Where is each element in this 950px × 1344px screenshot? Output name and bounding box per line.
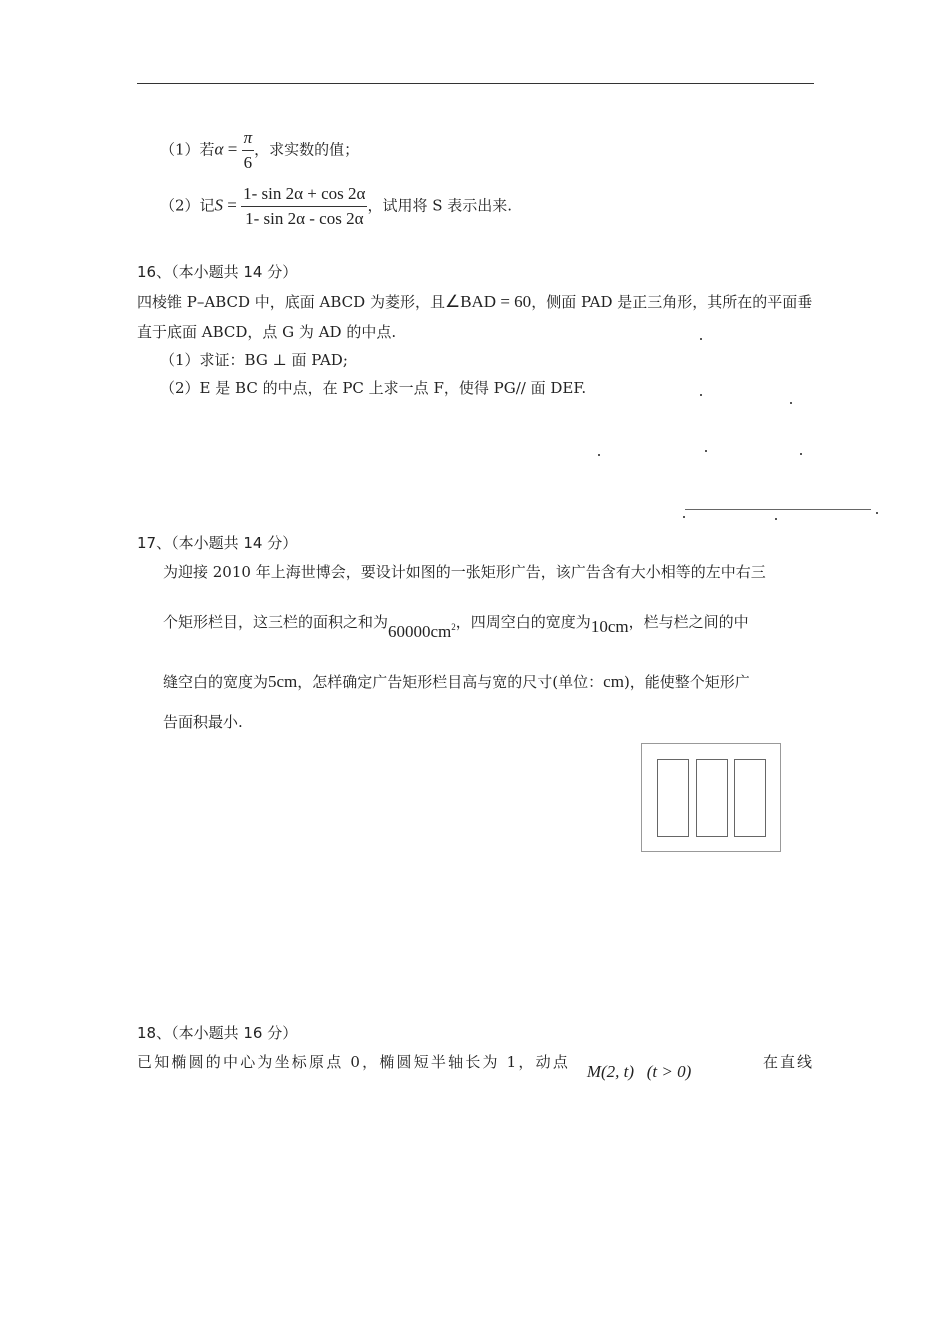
q17-line2: 个矩形栏目，这三栏的面积之和为$60000cm^2$，四周空白的宽度为10cm，栏与栏之间的中 — [163, 613, 749, 641]
q17-line3: 缝空白的宽度为5cm，怎样确定广告矩形栏目高与宽的尺寸(单位：cm)，能使整个矩形广 — [163, 672, 750, 691]
q16-heading: 16、（本小题共 14 分） — [137, 263, 298, 281]
figure-mark — [700, 394, 702, 396]
figure-mark — [598, 454, 600, 456]
q18-heading: 18、（本小题共 16 分） — [137, 1024, 298, 1042]
q17-heading: 17、（本小题共 14 分） — [137, 534, 298, 552]
pi-over-6-fraction: $\frac{\pi}{6}$ — [243, 128, 253, 172]
q15-part2: （2）记S = $\frac{1- \sin 2\alpha + \cos 2\alpha}{1- \sin 2\alpha - \cos 2\alpha}$ ，试用将 S 表示出来. — [160, 184, 513, 228]
ad-column-right — [734, 759, 766, 837]
q18-line1: 已知椭圆的中心为坐标原点 0，椭圆短半轴长为 1，动点 M(2, t) (t > 0) 在直线 — [137, 1053, 814, 1081]
q16-line3: （1）求证：BG ⊥ 面 PAD; — [160, 351, 348, 369]
ad-column-left — [657, 759, 689, 837]
q15-part1: （1）若α = $\frac{\pi}{6}$ ，求实数的值； — [160, 128, 360, 172]
s-fraction: $\frac{1- \sin 2\alpha + \cos 2\alpha}{1- \sin 2\alpha - \cos 2\alpha}$ — [243, 184, 366, 228]
figure-mark — [705, 450, 707, 452]
ad-column-middle — [696, 759, 728, 837]
q17-line1: 为迎接 2010 年上海世博会，要设计如图的一张矩形广告，该广告含有大小相等的左中右三 — [163, 563, 766, 581]
header-rule — [137, 83, 814, 84]
q17-line4: 告面积最小. — [163, 713, 243, 731]
advertisement-figure — [641, 743, 781, 852]
figure-mark — [700, 338, 702, 340]
figure-base-line — [685, 509, 871, 510]
figure-mark — [683, 516, 685, 518]
figure-mark — [876, 512, 878, 514]
q16-line4: （2）E 是 BC 的中点，在 PC 上求一点 F，使得 PG// 面 DEF. — [160, 379, 587, 397]
q16-line1: 四棱锥 P–ABCD 中，底面 ABCD 为菱形，且∠BAD = 60，侧面 PAD 是正三角形，其所在的平面垂 — [137, 292, 813, 311]
figure-mark — [790, 402, 792, 404]
figure-mark — [800, 453, 802, 455]
q16-line2: 直于底面 ABCD，点 G 为 AD 的中点. — [137, 323, 397, 341]
figure-mark — [775, 518, 777, 520]
